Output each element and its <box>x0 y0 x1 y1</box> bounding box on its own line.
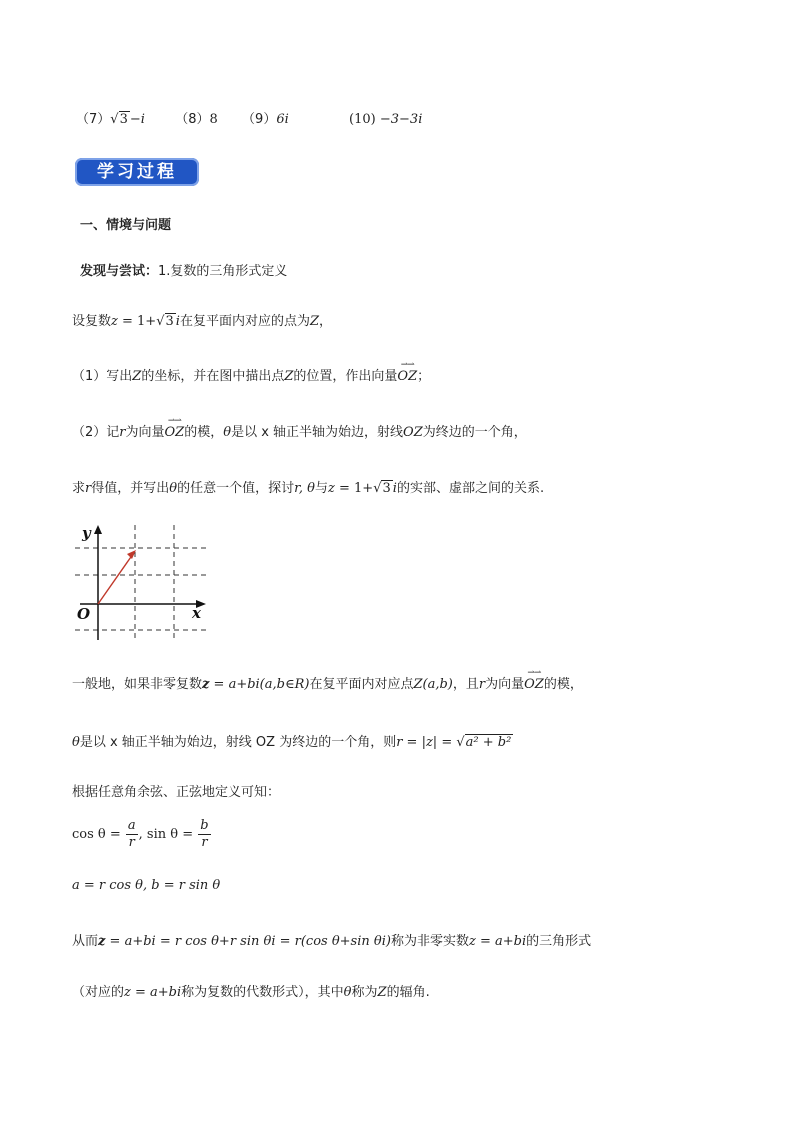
answer-7-value: −i <box>129 112 145 127</box>
note-line: （对应的z = a+bi称为复数的代数形式），其中θ称为Z的辐角. <box>72 985 430 1000</box>
cos-sin-line: cos θ = $\frac{a}{r}$ , sin θ = $\frac{b}{r}$ <box>72 818 209 850</box>
general-line-2: θ是以 x 轴正半轴为始边，射线 OZ 为终边的一个角，则r = |z| = √a² + b² <box>72 735 512 750</box>
question-1: （1）写出Z的坐标，并在图中描出点Z的位置，作出向量 ⇀⇀ OZ； <box>72 360 431 384</box>
answer-10-value: −3−3i <box>379 112 423 127</box>
sqrt-symbol: √a² + b² <box>456 735 512 750</box>
by-definition-line: 根据任意角余弦、正弦地定义可知： <box>72 785 281 800</box>
discover-text: 1.复数的三角形式定义 <box>158 264 288 279</box>
vector-arrow-icon: ⇀⇀ <box>400 360 414 370</box>
vector-oz-arrow <box>98 554 133 604</box>
y-axis-label: y <box>82 524 91 542</box>
ab-line: a = r cos θ, b = r sin θ <box>72 878 221 893</box>
answer-8-label: （8） <box>175 112 210 127</box>
grid-lines <box>75 525 210 638</box>
sqrt-symbol: √3 <box>156 314 174 329</box>
sqrt-symbol: √3 <box>110 112 128 127</box>
question-2: （2）记r为向量 ⇀⇀ OZ的模，θ是以 x 轴正半轴为始边，射线OZ为终边的一个角， <box>72 416 527 440</box>
x-axis-label: x <box>192 604 201 622</box>
answer-8-value: 8 <box>209 112 218 127</box>
question-2-continued: 求r得值，并写出θ的任意一个值，探讨r, θ与z = 1+√3 i的实部、虚部之间的关系. <box>72 481 545 496</box>
section-heading: 一、情境与问题 <box>80 218 172 233</box>
discover-label: 发现与尝试： <box>80 264 159 279</box>
vector-oz: ⇀⇀ OZ <box>524 668 544 692</box>
fraction-a-over-r: $\frac{a}{r}$ <box>127 818 136 850</box>
sqrt-symbol: √3 <box>373 481 391 496</box>
discover-line <box>80 260 287 279</box>
answer-10-label: (10) <box>349 112 376 127</box>
setz-line: 设复数z = 1+√3 i在复平面内对应的点为Z， <box>72 314 333 329</box>
fraction-b-over-r: $\frac{b}{r}$ <box>200 818 209 850</box>
coordinate-diagram <box>72 520 217 645</box>
y-axis-arrow-icon <box>94 525 102 534</box>
answer-9-label: （9） <box>242 112 277 127</box>
origin-label: O <box>77 605 91 623</box>
general-line-1: 一般地，如果非零复数z = a+bi(a,b∈R)在复平面内对应点Z(a,b)，且r为向量 ⇀⇀ OZ的模， <box>72 668 583 692</box>
vector-oz: ⇀⇀ OZ <box>397 360 418 384</box>
section-banner: 学习过程 <box>75 158 199 186</box>
vector-arrow-icon: ⇀⇀ <box>527 668 541 678</box>
answer-7-label: （7） <box>76 112 111 127</box>
answers-line <box>76 108 422 127</box>
vector-arrow-icon: ⇀⇀ <box>167 416 181 426</box>
trig-form-line: 从而z = a+bi = r cos θ+r sin θi = r(cos θ+sin θi)称为非零实数z = a+bi的三角形式 <box>72 934 592 949</box>
answer-9-value: 6i <box>276 112 289 127</box>
vector-oz: ⇀⇀ OZ <box>164 416 185 440</box>
